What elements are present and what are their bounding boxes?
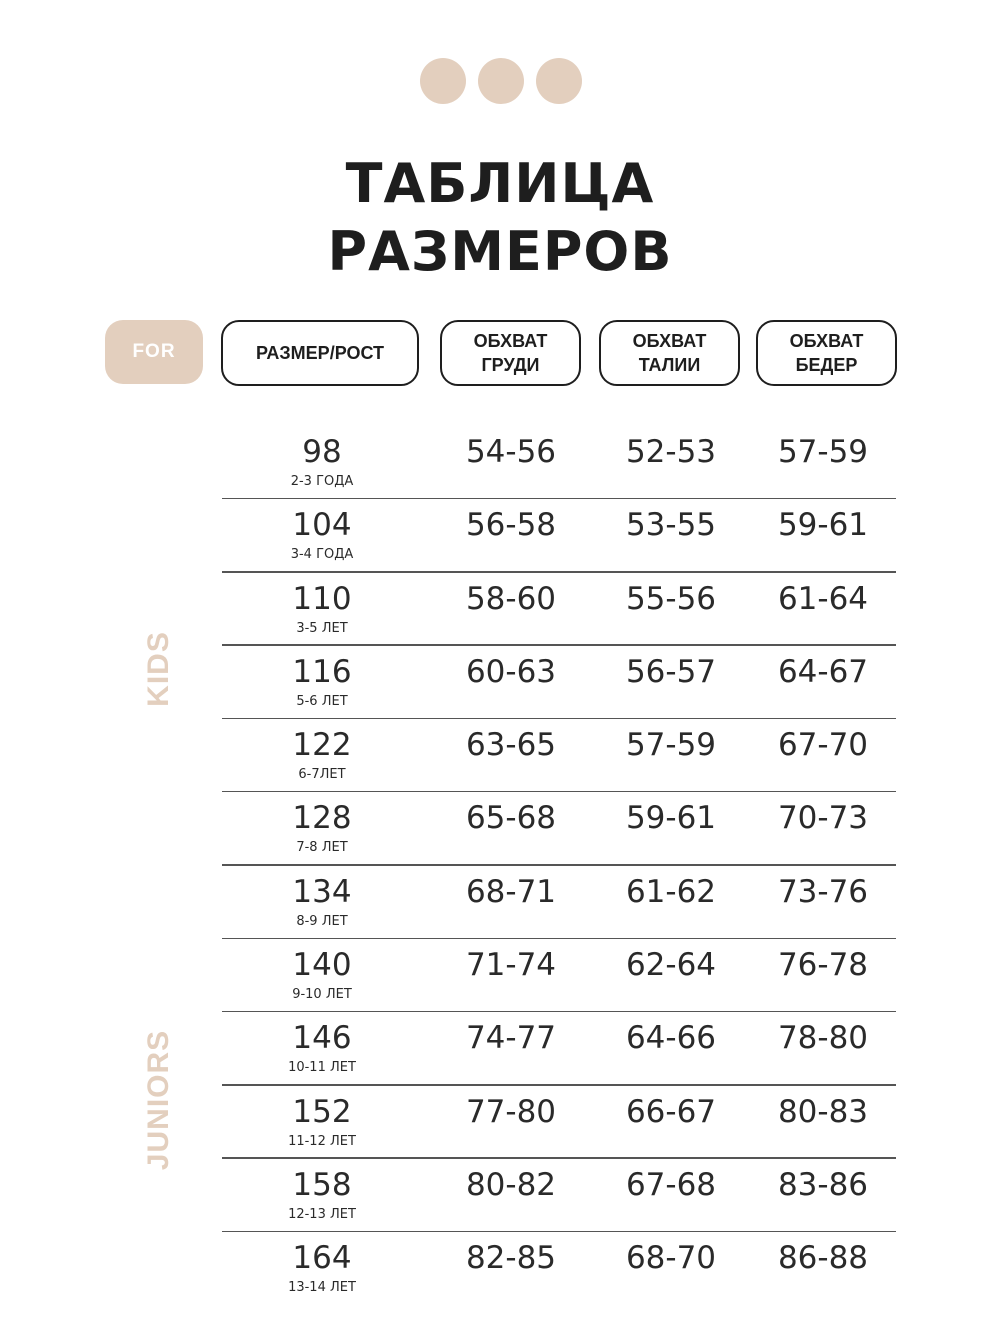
page-title-line1: ТАБЛИЦА — [345, 152, 655, 215]
chest-value: 77-80 — [465, 1093, 557, 1130]
size-value: 134 — [292, 873, 352, 910]
waist-value: 59-61 — [625, 800, 717, 837]
hips-value: 59-61 — [777, 507, 869, 544]
table-row — [222, 866, 896, 939]
table-row — [222, 573, 896, 646]
waist-value: 68-70 — [625, 1240, 717, 1277]
hips-value: 67-70 — [777, 727, 869, 764]
chest-value: 58-60 — [465, 580, 557, 617]
circle-dot-icon — [420, 58, 466, 104]
size-value: 158 — [292, 1166, 352, 1203]
size-table — [222, 426, 896, 1306]
size-value: 104 — [292, 507, 352, 544]
table-row — [222, 1232, 896, 1305]
age-value: 6-7ЛЕТ — [298, 767, 346, 783]
chest-value: 63-65 — [465, 727, 557, 764]
waist-value: 53-55 — [625, 507, 717, 544]
hips-value: 57-59 — [777, 434, 869, 470]
chest-value: 80-82 — [465, 1166, 557, 1203]
hips-value: 80-83 — [777, 1093, 869, 1130]
hips-value: 61-64 — [777, 580, 869, 617]
age-value: 3-5 ЛЕТ — [296, 620, 348, 636]
waist-value: 57-59 — [625, 727, 717, 764]
size-value: 128 — [292, 800, 352, 837]
waist-value: 61-62 — [625, 873, 717, 910]
age-value: 7-8 ЛЕТ — [296, 840, 348, 856]
size-value: 152 — [292, 1093, 352, 1130]
hips-value: 83-86 — [777, 1166, 869, 1203]
chest-value: 82-85 — [465, 1240, 557, 1277]
waist-value: 66-67 — [625, 1093, 717, 1130]
hips-value: 76-78 — [777, 947, 869, 984]
age-value: 11-12 ЛЕТ — [288, 1133, 356, 1149]
group-label-kids: KIDS — [142, 631, 175, 707]
table-row — [222, 1159, 896, 1232]
chest-value: 65-68 — [465, 800, 557, 837]
waist-value: 67-68 — [625, 1166, 717, 1203]
column-header-waist: ОБХВАТ ТАЛИИ — [599, 320, 740, 386]
age-value: 5-6 ЛЕТ — [296, 693, 348, 709]
chest-value: 60-63 — [465, 653, 557, 690]
size-value: 122 — [292, 727, 352, 764]
age-value: 10-11 ЛЕТ — [288, 1060, 356, 1076]
group-label-juniors: JUNIORS — [142, 1029, 175, 1171]
chest-value: 54-56 — [465, 434, 557, 470]
chest-value: 74-77 — [465, 1020, 557, 1057]
page-title-line2: РАЗМЕРОВ — [327, 220, 673, 283]
size-value: 146 — [292, 1020, 352, 1057]
size-value: 116 — [292, 653, 352, 690]
column-header-chest: ОБХВАТ ГРУДИ — [440, 320, 581, 386]
table-row — [222, 646, 896, 719]
size-value: 140 — [292, 947, 352, 984]
age-value: 8-9 ЛЕТ — [296, 913, 348, 929]
decor-dots — [420, 58, 582, 104]
hips-value: 78-80 — [777, 1020, 869, 1057]
column-header-size: РАЗМЕР/РОСТ — [221, 320, 419, 386]
waist-value: 56-57 — [625, 653, 717, 690]
circle-dot-icon — [536, 58, 582, 104]
table-row — [222, 499, 896, 572]
size-value: 98 — [302, 434, 342, 470]
chest-value: 68-71 — [465, 873, 557, 910]
waist-value: 52-53 — [625, 434, 717, 470]
table-row — [222, 939, 896, 1012]
waist-value: 55-56 — [625, 580, 717, 617]
for-badge: FOR — [105, 320, 203, 384]
table-row — [222, 1086, 896, 1159]
waist-value: 62-64 — [625, 947, 717, 984]
chest-value: 71-74 — [465, 947, 557, 984]
table-row — [222, 792, 896, 865]
size-value: 110 — [292, 580, 352, 617]
age-value: 13-14 ЛЕТ — [288, 1280, 356, 1296]
hips-value: 73-76 — [777, 873, 869, 910]
size-value: 164 — [292, 1240, 352, 1277]
table-row — [222, 719, 896, 792]
waist-value: 64-66 — [625, 1020, 717, 1057]
age-value: 12-13 ЛЕТ — [288, 1206, 356, 1222]
age-value: 9-10 ЛЕТ — [292, 987, 352, 1003]
chest-value: 56-58 — [465, 507, 557, 544]
table-row — [222, 1012, 896, 1085]
circle-dot-icon — [478, 58, 524, 104]
table-row — [222, 426, 896, 499]
column-header-hips: ОБХВАТ БЕДЕР — [756, 320, 897, 386]
age-value: 3-4 ГОДА — [290, 547, 354, 563]
hips-value: 70-73 — [777, 800, 869, 837]
age-value: 2-3 ГОДА — [290, 474, 354, 489]
hips-value: 64-67 — [777, 653, 869, 690]
hips-value: 86-88 — [777, 1240, 869, 1277]
page-title — [0, 150, 1000, 286]
